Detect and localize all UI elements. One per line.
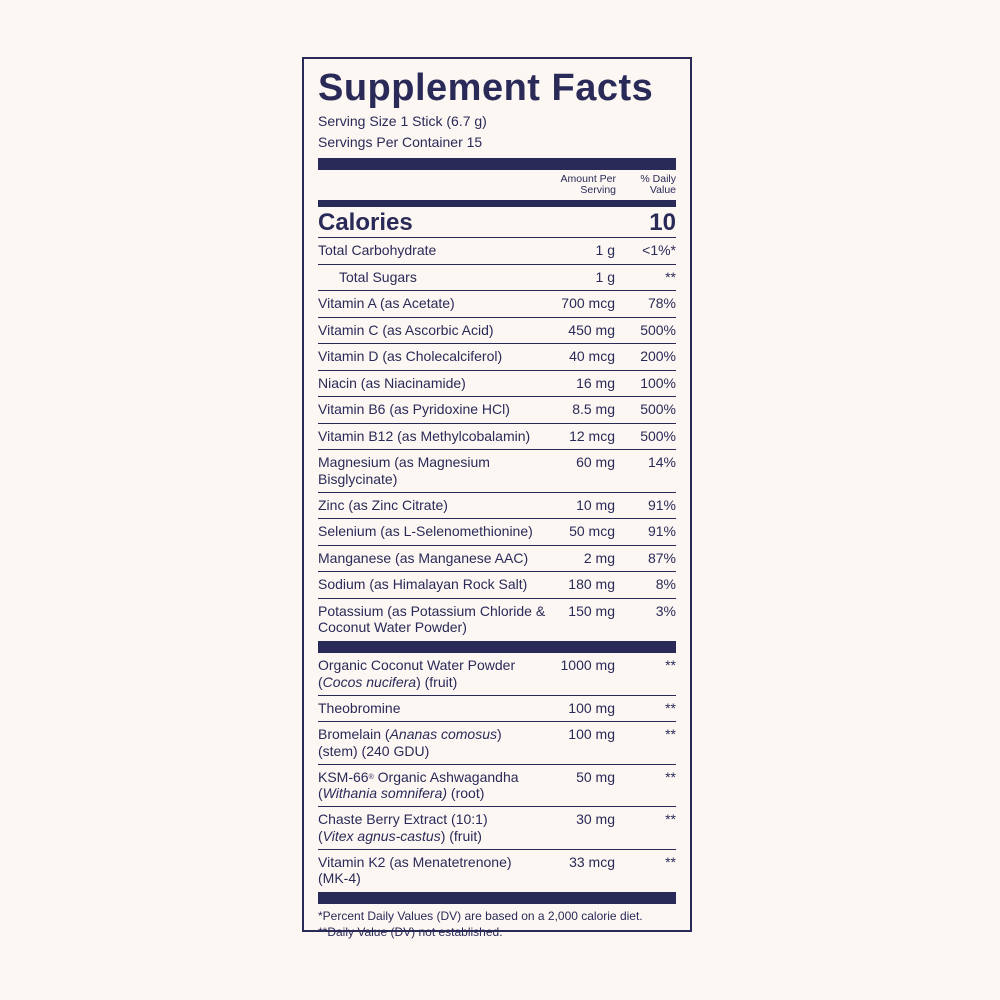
ingredient-row: Organic Coconut Water Powder (Cocos nucifera) (fruit) 1000 mg ** <box>318 653 676 696</box>
nutrient-row: Sodium (as Himalayan Rock Salt) 180 mg 8% <box>318 572 676 599</box>
amount-column-header: Amount Per Serving <box>560 173 616 196</box>
ingredient-row: Theobromine 100 mg ** <box>318 696 676 723</box>
calories-value: 10 <box>649 209 676 236</box>
nutrient-row: Total Carbohydrate 1 g <1%* <box>318 238 676 265</box>
ingredient-row: Bromelain (Ananas comosus) (stem) (240 GDU) 100 mg ** <box>318 722 676 765</box>
servings-per-container: Servings Per Container 15 <box>318 134 483 150</box>
footnotes <box>318 904 676 940</box>
nutrient-row: Magnesium (as Magnesium Bisglycinate) 60 mg 14% <box>318 450 676 493</box>
calories-label: Calories <box>318 209 413 236</box>
nutrient-list <box>318 238 676 641</box>
medium-divider <box>318 200 676 207</box>
thick-divider <box>318 158 676 170</box>
nutrient-row: Vitamin B12 (as Methylcobalamin) 12 mcg 500% <box>318 424 676 451</box>
calories-row <box>318 207 676 238</box>
footnote-dv-not-established: **Daily Value (DV) not established. <box>318 924 503 939</box>
ingredient-row: Chaste Berry Extract (10:1) (Vitex agnus-castus) (fruit) 30 mg ** <box>318 807 676 850</box>
ksm-brand: KSM-66 <box>318 768 369 785</box>
nutrient-row: Vitamin A (as Acetate) 700 mcg 78% <box>318 291 676 318</box>
ingredient-list <box>318 653 676 892</box>
nutrient-row: Zinc (as Zinc Citrate) 10 mg 91% <box>318 493 676 520</box>
dv-column-header: % Daily Value <box>640 173 676 196</box>
supplement-facts-panel <box>302 57 692 939</box>
nutrient-row: Vitamin D (as Cholecalciferol) 40 mcg 200% <box>318 344 676 371</box>
nutrient-row: Vitamin B6 (as Pyridoxine HCl) 8.5 mg 500% <box>318 397 676 424</box>
thick-divider <box>318 892 676 904</box>
nutrient-row: Vitamin C (as Ascorbic Acid) 450 mg 500% <box>318 318 676 345</box>
thick-divider <box>318 641 676 653</box>
nutrient-row: Manganese (as Manganese AAC) 2 mg 87% <box>318 546 676 573</box>
nutrient-row: Niacin (as Niacinamide) 16 mg 100% <box>318 371 676 398</box>
serving-size: Serving Size 1 Stick (6.7 g) <box>318 113 487 129</box>
nutrient-row: Selenium (as L-Selenomethionine) 50 mcg 91% <box>318 519 676 546</box>
nutrient-row: Potassium (as Potassium Chloride & Coconut Water Powder) 150 mg 3% <box>318 602 676 635</box>
ingredient-row: KSM-66® Organic Ashwagandha (Withania somnifera) (root) 50 mg ** <box>318 765 676 808</box>
nutrient-row: Total Sugars 1 g ** <box>318 265 676 292</box>
registered-mark: ® <box>368 773 374 781</box>
column-headers <box>318 170 676 200</box>
ingredient-row: Vitamin K2 (as Menatetrenone) (MK-4) 33 mcg ** <box>318 853 676 886</box>
footnote-percent-dv: *Percent Daily Values (DV) are based on a 2,000 calorie diet. <box>318 909 643 923</box>
panel-title: Supplement Facts <box>318 67 654 109</box>
